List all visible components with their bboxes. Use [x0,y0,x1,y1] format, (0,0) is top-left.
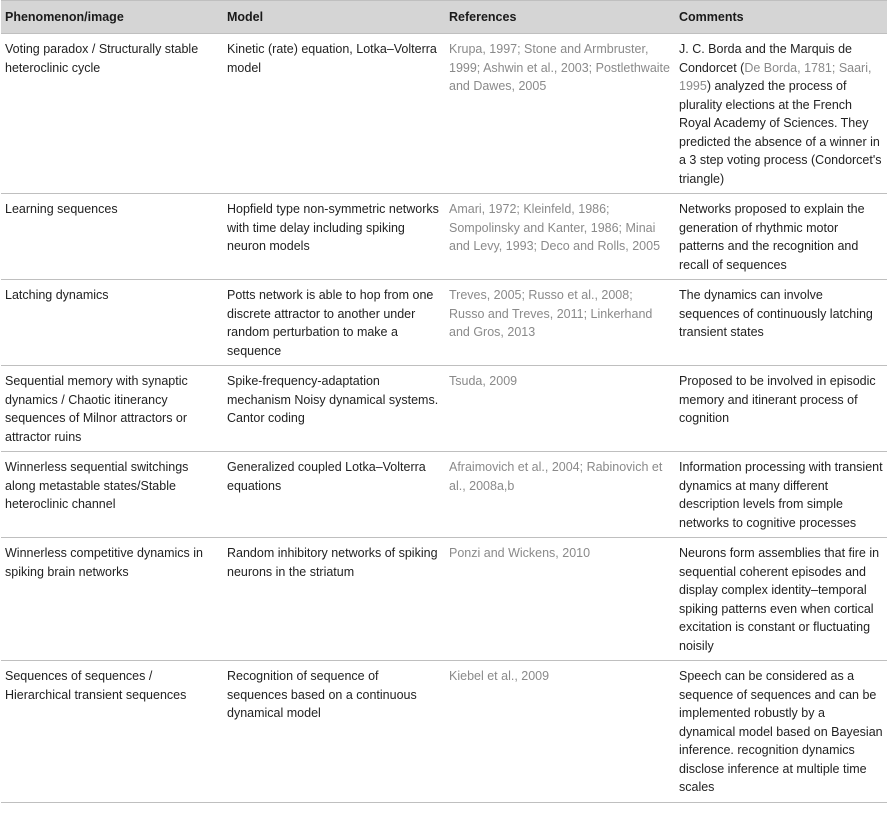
header-references: References [445,1,675,34]
comment-text: ) analyzed the process of plurality elections at the French Royal Academy of Sciences. They predicted the absence of a winner in a 3 step voting process (Condorcet's triangle) [679,79,882,186]
cell-comment: The dynamics can involve sequences of continuously latching transient states [675,280,887,366]
cell-references: Ponzi and Wickens, 2010 [445,538,675,661]
cell-phenomenon: Winnerless sequential switchings along metastable states/Stable heteroclinic channel [1,452,223,538]
table-row [1,661,887,803]
cell-phenomenon: Learning sequences [1,194,223,280]
header-model: Model [223,1,445,34]
table-row [1,452,887,538]
cell-comment: Speech can be considered as a sequence of sequences and can be implemented robustly by a dynamical model based on Bayesian inference. recognition dynamics disclose inference at multiple time scales [675,661,887,803]
cell-references: Kiebel et al., 2009 [445,661,675,803]
table-row [1,280,887,366]
cell-references: Krupa, 1997; Stone and Armbruster, 1999; Ashwin et al., 2003; Postlethwaite and Dawes, 2005 [445,34,675,194]
table-row [1,366,887,452]
header-row [1,1,887,34]
cell-model: Potts network is able to hop from one discrete attractor to another under random perturbation to make a sequence [223,280,445,366]
table-row [1,34,887,194]
phenomena-table [1,0,887,803]
cell-model: Recognition of sequence of sequences based on a continuous dynamical model [223,661,445,803]
header-comments: Comments [675,1,887,34]
cell-references: Amari, 1972; Kleinfeld, 1986; Sompolinsky and Kanter, 1986; Minai and Levy, 1993; Deco and Rolls, 2005 [445,194,675,280]
table-row [1,538,887,661]
comment-reference: De Borda, 1781; Saari, 1995 [679,60,872,93]
table-row [1,194,887,280]
cell-comment: Information processing with transient dynamics at many different description levels from simple networks to cognitive processes [675,452,887,538]
cell-references: Afraimovich et al., 2004; Rabinovich et al., 2008a,b [445,452,675,538]
cell-comment: Neurons form assemblies that fire in sequential coherent episodes and display complex identity–temporal spiking patterns even when cortical excitation is constant or fluctuating noisily [675,538,887,661]
cell-phenomenon: Latching dynamics [1,280,223,366]
cell-comment: Networks proposed to explain the generation of rhythmic motor patterns and the recognition and recall of sequences [675,194,887,280]
cell-phenomenon: Sequences of sequences / Hierarchical transient sequences [1,661,223,803]
cell-model: Random inhibitory networks of spiking neurons in the striatum [223,538,445,661]
cell-phenomenon: Sequential memory with synaptic dynamics / Chaotic itinerancy sequences of Milnor attractors or attractor ruins [1,366,223,452]
cell-references: Tsuda, 2009 [445,366,675,452]
cell-phenomenon: Voting paradox / Structurally stable heteroclinic cycle [1,34,223,194]
cell-model: Generalized coupled Lotka–Volterra equations [223,452,445,538]
cell-model: Hopfield type non-symmetric networks with time delay including spiking neuron models [223,194,445,280]
cell-phenomenon: Winnerless competitive dynamics in spiking brain networks [1,538,223,661]
cell-model: Spike-frequency-adaptation mechanism Noisy dynamical systems. Cantor coding [223,366,445,452]
comment-text: J. C. Borda and the Marquis de Condorcet ( [679,42,853,75]
cell-comment: Proposed to be involved in episodic memory and itinerant process of cognition [675,366,887,452]
cell-comment [675,34,887,194]
cell-references: Treves, 2005; Russo et al., 2008; Russo and Treves, 2011; Linkerhand and Gros, 2013 [445,280,675,366]
header-phenomenon: Phenomenon/image [1,1,223,34]
cell-model: Kinetic (rate) equation, Lotka–Volterra model [223,34,445,194]
